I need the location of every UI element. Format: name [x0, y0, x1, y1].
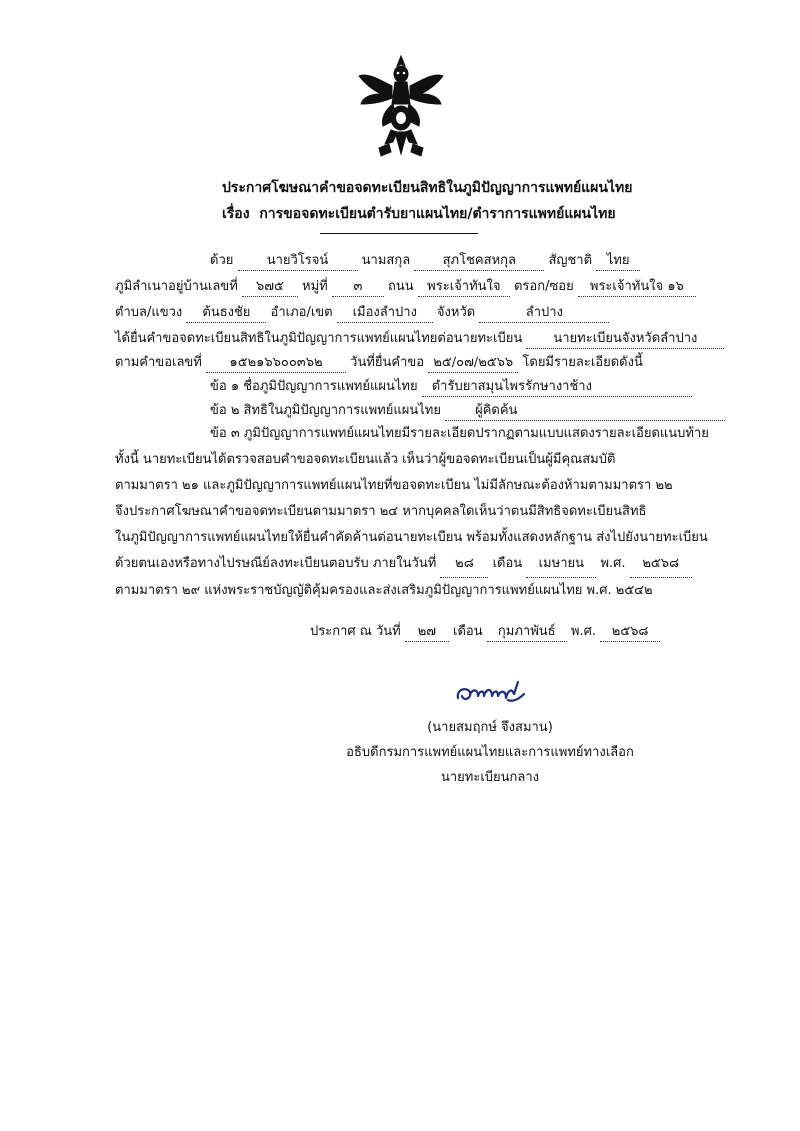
road-label: ถนน	[388, 279, 414, 294]
signatory-position: อธิบดีกรมการแพทย์แผนไทยและการแพทย์ทางเลือก	[346, 745, 634, 760]
request-number: ๑๕๒๑๖๖๐๐๓๖๒	[206, 354, 346, 373]
applicant-line-5	[115, 354, 643, 373]
deadline-year: ๒๕๖๘	[630, 551, 692, 578]
soi-label: ตรอก/ซอย	[513, 279, 574, 294]
applicant-surname: สุภโชคสหกุล	[414, 252, 544, 271]
item-3-line: ในภูมิปัญญาการแพทย์แผนไทยให้ยื่นคำคัดค้านต่อนายทะเบียน พร้อมทั้งแสดงหลักฐาน ส่งไปยังนายทะเบียน	[115, 530, 708, 545]
surname-label: นามสกุล	[361, 253, 411, 268]
deadline-prefix: ด้วยตนเองหรือทางไปรษณีย์ลงทะเบียนตอบรับ ภายในวันที่	[115, 556, 437, 571]
item-3-paragraph	[115, 421, 725, 604]
announced-day: ๒๗	[405, 623, 449, 642]
document-subject	[222, 203, 616, 225]
road-name: พระเจ้าทันใจ	[418, 278, 510, 297]
province-name: ลำปาง	[479, 304, 609, 323]
applicant-line-3	[115, 304, 609, 323]
domicile-label: ภูมิลำเนาอยู่บ้านเลขที่	[115, 279, 238, 294]
signature-mark	[452, 676, 532, 712]
filed-date: ๒๕/๐๗/๒๕๖๖	[428, 354, 518, 373]
deadline-month: เมษายน	[526, 551, 596, 578]
item-3-line: ตามมาตรา ๒๑ และภูมิปัญญาการแพทย์แผนไทยที่ขอจดทะเบียน ไม่มีลักษณะต้องห้ามตามมาตรา ๒๒	[115, 478, 673, 493]
subject-prefix: เรื่อง	[222, 206, 250, 222]
document-title: ประกาศโฆษณาคำขอจดทะเบียนสิทธิในภูมิปัญญาการแพทย์แผนไทย	[222, 180, 633, 196]
applicant-line-2	[115, 278, 696, 297]
deadline-year-label: พ.ศ.	[600, 556, 626, 571]
signatory-title: นายทะเบียนกลาง	[440, 770, 540, 785]
item-3-line: ข้อ ๓ ภูมิปัญญาการแพทย์แผนไทยมีรายละเอียดปรากฏตามแบบแสดงรายละเอียดแนบท้าย	[210, 426, 709, 441]
filed-text: ได้ยื่นคำขอจดทะเบียนสิทธิในภูมิปัญญาการแพทย์แผนไทยต่อนายทะเบียน	[115, 331, 523, 346]
item-2-value: ผู้คิดค้น	[445, 402, 725, 421]
item-3-line: จึงประกาศโฆษณาคำขอจดทะเบียนตามมาตรา ๒๔ หากบุคคลใดเห็นว่าตนมีสิทธิจดทะเบียนสิทธิ	[115, 504, 647, 519]
subdistrict-name: ต้นธงชัย	[186, 304, 266, 323]
announcement-date	[310, 623, 660, 642]
garuda-emblem-icon	[355, 52, 447, 160]
item-2	[210, 402, 725, 421]
announced-month: กุมภาพันธ์	[487, 623, 567, 642]
item-3-line: ทั้งนี้ นายทะเบียนได้ตรวจสอบคำขอจดทะเบียนแล้ว เห็นว่าผู้ขอจดทะเบียนเป็นผู้มีคุณสมบัติ	[115, 452, 616, 467]
subject-text: การขอจดทะเบียนตำรับยาแผนไทย/ตำราการแพทย์แผนไทย	[259, 206, 616, 222]
item-3-line: ตามมาตรา ๒๙ แห่งพระราชบัญญัติคุ้มครองและส่งเสริมภูมิปัญญาการแพทย์แผนไทย พ.ศ. ๒๕๔๒	[115, 583, 653, 598]
announced-year-label: พ.ศ.	[570, 624, 596, 639]
title-underline	[320, 233, 478, 234]
item-1	[210, 378, 692, 397]
applicant-nationality: ไทย	[596, 252, 640, 271]
applicant-line-1	[210, 252, 640, 271]
soi-name: พระเจ้าทันใจ ๑๖	[578, 278, 696, 297]
announced-month-label: เดือน	[453, 624, 483, 639]
by-label: ด้วย	[210, 253, 234, 268]
subdistrict-label: ตำบล/แขวง	[115, 305, 183, 320]
item-3-deadline-line	[115, 551, 725, 578]
request-number-label: ตามคำขอเลขที่	[115, 355, 202, 370]
signatory-name: (นายสมฤกษ์ จึงสมาน)	[427, 720, 553, 735]
applicant-first-name: นายวิโรจน์	[238, 252, 358, 271]
filed-date-label: วันที่ยื่นคำขอ	[350, 355, 425, 370]
nationality-label: สัญชาติ	[548, 253, 593, 268]
district-name: เมืองลำปาง	[337, 304, 433, 323]
item-1-value: ตำรับยาสมุนไพรรักษางาช้าง	[422, 378, 692, 397]
district-label: อำเภอ/เขต	[270, 305, 333, 320]
item-1-label: ข้อ ๑ ชื่อภูมิปัญญาการแพทย์แผนไทย	[210, 379, 418, 394]
announced-label: ประกาศ ณ วันที่	[310, 624, 401, 639]
moo-label: หมู่ที่	[302, 279, 328, 294]
deadline-month-label: เดือน	[492, 556, 523, 571]
item-2-label: ข้อ ๒ สิทธิในภูมิปัญญาการแพทย์แผนไทย	[210, 403, 441, 418]
province-label: จังหวัด	[436, 305, 476, 320]
deadline-day: ๒๘	[440, 551, 488, 578]
announced-year: ๒๕๖๘	[600, 623, 660, 642]
details-text: โดยมีรายละเอียดดังนี้	[522, 355, 643, 370]
registrar-name: นายทะเบียนจังหวัดลำปาง	[526, 330, 724, 349]
house-number: ๖๗๕	[242, 278, 298, 297]
moo-number: ๓	[332, 278, 384, 297]
applicant-line-4	[115, 330, 724, 349]
